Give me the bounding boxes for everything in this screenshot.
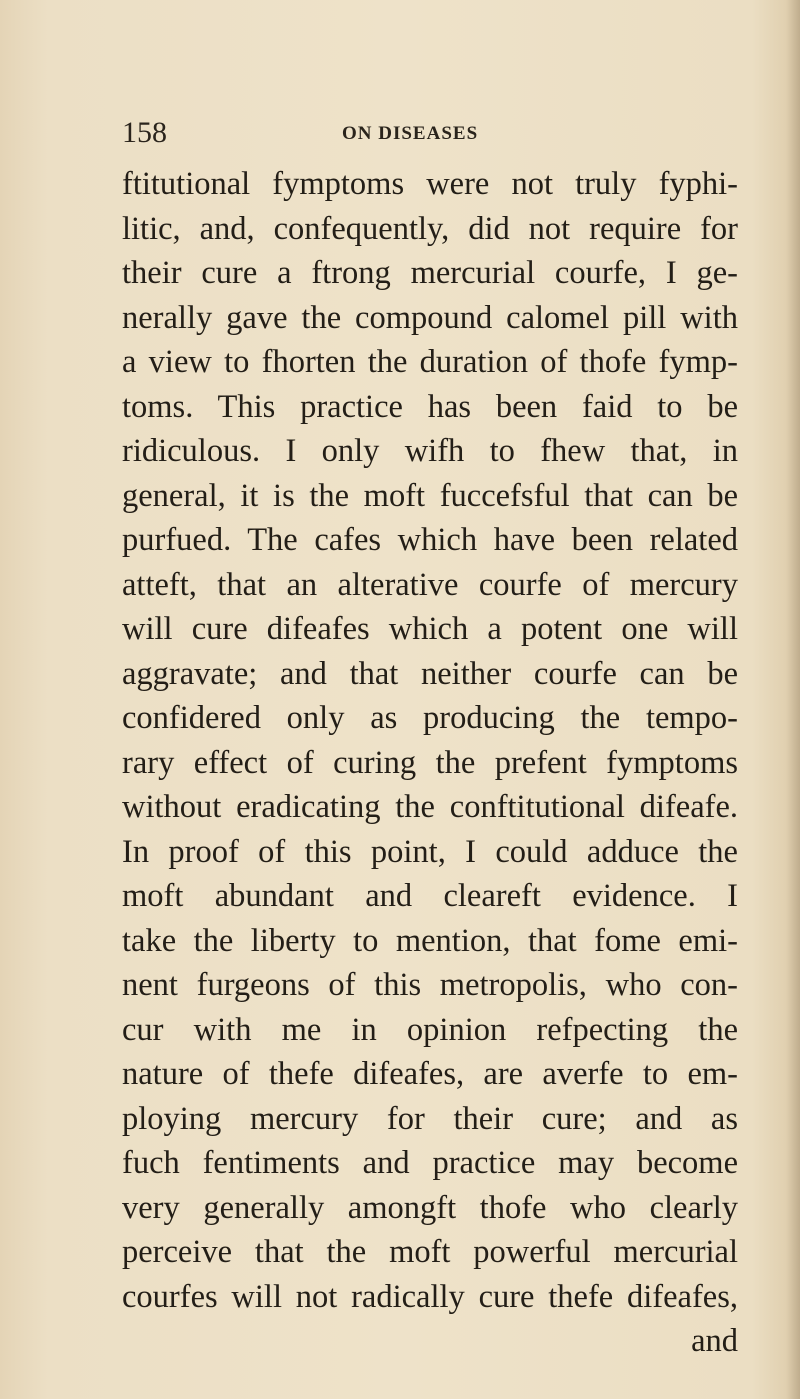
text-line: ploying mercury for their cure; and as	[122, 1100, 738, 1137]
text-line: purfued. The cafes which have been related	[122, 522, 738, 558]
text-line: litic, and, confequently, did not require for	[122, 210, 738, 247]
text-line: a view to fhorten the duration of thofe fymp-	[122, 344, 738, 380]
text-line: ftitutional fymptoms were not truly fyphi-	[122, 166, 738, 202]
catchword: and	[691, 1323, 738, 1359]
text-line: cur with me in opinion refpecting the	[122, 1011, 738, 1048]
text-line: their cure a ftrong mercurial courfe, I ge-	[122, 255, 738, 291]
running-head: ON DISEASES	[342, 123, 479, 144]
text-line: courfes will not radically cure thefe difeafes,	[122, 1278, 738, 1315]
text-line: aggravate; and that neither courfe can be	[122, 655, 738, 692]
page-number: 158	[122, 116, 167, 149]
text-line: will cure difeafes which a potent one will	[122, 611, 738, 647]
text-line: atteft, that an alterative courfe of mercury	[122, 566, 738, 603]
text-line: rary effect of curing the prefent fymptoms	[122, 744, 738, 781]
text-line: toms. This practice has been faid to be	[122, 388, 738, 425]
page-header	[120, 118, 740, 148]
text-line: without eradicating the conftitutional difeafe.	[122, 789, 738, 825]
text-line: nature of thefe difeafes, are averfe to em-	[122, 1056, 738, 1092]
text-line: nent furgeons of this metropolis, who con-	[122, 967, 738, 1003]
page-edge-shadow	[786, 0, 800, 1399]
text-line: take the liberty to mention, that fome emi-	[122, 922, 738, 959]
text-line: very generally amongft thofe who clearly	[122, 1189, 738, 1226]
text-line: general, it is the moft fuccefsful that can be	[122, 477, 738, 514]
body-text	[122, 162, 738, 1364]
text-line: moft abundant and cleareft evidence. I	[122, 878, 738, 914]
text-line: fuch fentiments and practice may become	[122, 1145, 738, 1181]
text-line: In proof of this point, I could adduce the	[122, 833, 738, 870]
text-line: confidered only as producing the tempo-	[122, 700, 738, 736]
text-line: perceive that the moft powerful mercurial	[122, 1234, 738, 1270]
text-line: nerally gave the compound calomel pill with	[122, 299, 738, 336]
text-line: ridiculous. I only wifh to fhew that, in	[122, 433, 738, 469]
